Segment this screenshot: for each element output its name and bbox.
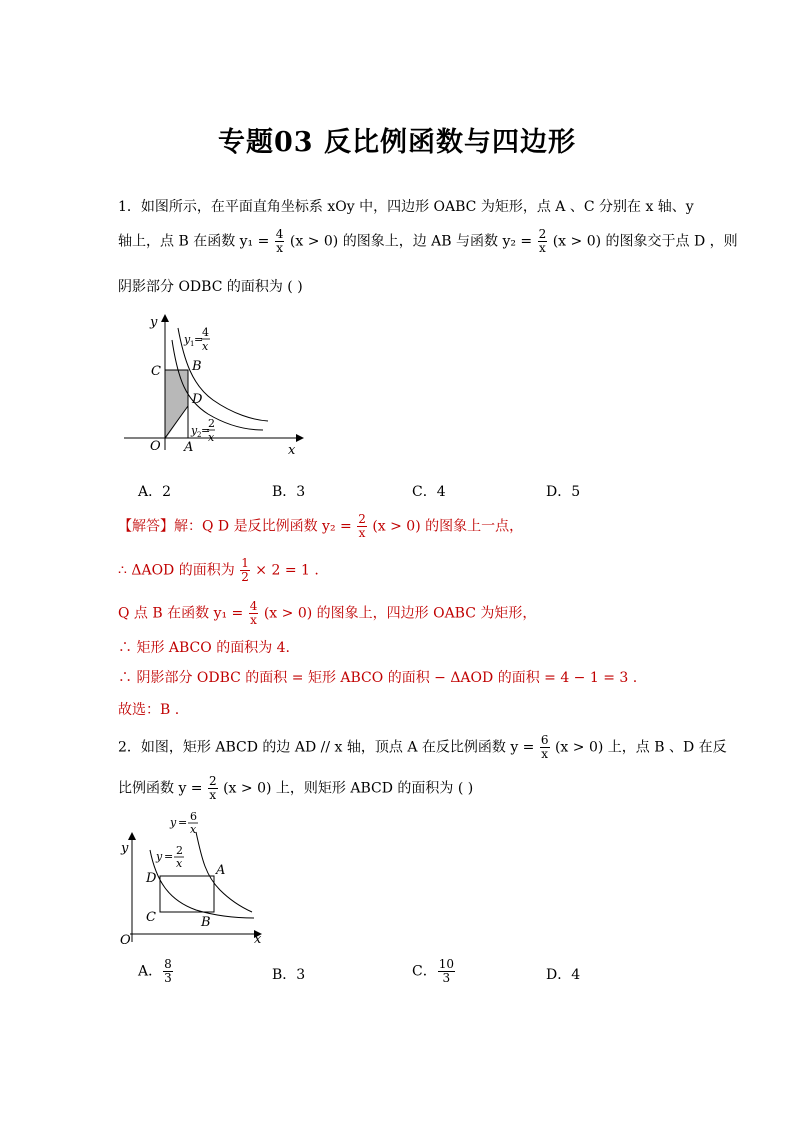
q2-choice-a-den: 3	[164, 971, 172, 985]
sol-frac1-den: x	[358, 526, 366, 540]
q1-line-1: 1．如图所示，在平面直角坐标系 xOy 中，四边形 OABC 为矩形，点 A 、C 分别在 x 轴、y	[118, 199, 694, 215]
sol-line-3	[118, 600, 536, 627]
q1-label-b: B	[192, 359, 202, 374]
q1-shaded-region	[165, 370, 188, 440]
q1-choice-a: A．2	[138, 484, 172, 500]
q1-line-2-c: (x > 0) 的图象交于点 D ，则	[552, 233, 738, 250]
q2-frac2-den: x	[209, 788, 217, 802]
q1-label-a: A	[184, 440, 194, 455]
sol-line-2-b: × 2 = 1 .	[255, 562, 319, 579]
q2-choice-d: D．4	[546, 967, 581, 983]
q2-choice-b: B．3	[272, 967, 306, 983]
q2-choice-a-num: 8	[164, 957, 172, 971]
sol-line-2-a: ∴ ΔAOD 的面积为	[118, 562, 235, 579]
sol-fraction-2-over-x	[357, 513, 367, 540]
q2-choice-c-label: C．	[412, 963, 437, 980]
q1-label-y: y	[150, 315, 158, 330]
q1-fig-y2-sub: 2	[197, 431, 202, 439]
q1-frac2-num: 2	[538, 227, 547, 241]
q2-choice-c-num: 10	[438, 957, 454, 971]
q2-label-y: y	[121, 841, 129, 856]
q1-fig-y1-eq: =	[194, 333, 204, 346]
q2-label-x: x	[254, 932, 262, 947]
q2-label-o: O	[120, 933, 131, 948]
q2-label-a: A	[216, 863, 226, 878]
q1-fig-y1-num: 4	[202, 326, 209, 339]
q2-line-1-b: (x > 0) 上，点 B 、D 在反	[554, 739, 727, 756]
q2-frac1-den: x	[541, 747, 549, 761]
q2-fig-y6-num: 6	[190, 810, 197, 823]
sol-frac1-num: 2	[358, 512, 366, 526]
q1-choice-b: B．3	[272, 484, 306, 500]
q2-fig-y6-label: y	[170, 816, 177, 829]
q1-fig-y2-label: y	[191, 424, 198, 437]
q2-label-d: D	[146, 871, 157, 886]
sol-line-3-a: Q 点 B 在函数 y₁ =	[118, 605, 244, 622]
q2-frac1-num: 6	[540, 733, 549, 747]
q1-line-2-b: (x > 0) 的图象上，边 AB 与函数 y₂ =	[289, 233, 533, 250]
sol-fraction-1-over-2	[240, 557, 250, 584]
sol-fraction-4-over-x	[249, 600, 259, 627]
q1-label-d: D	[192, 392, 203, 407]
q1-line-2-a: 轴上，点 B 在函数 y₁ =	[118, 233, 270, 250]
sol-frac3-den: x	[250, 613, 257, 627]
sol-line-1	[118, 513, 523, 540]
q1-fraction-2-over-x	[538, 228, 548, 255]
q1-label-o: O	[150, 439, 161, 454]
q2-figure	[118, 810, 278, 950]
q1-fig-y1-sub: 1	[190, 340, 195, 348]
q2-label-c: C	[146, 910, 156, 925]
sol-frac2-den: 2	[241, 570, 249, 584]
sol-line-6: 故选：B .	[118, 702, 180, 718]
q2-choice-a-label: A．	[138, 963, 163, 980]
q2-fig-y2-eq: =	[164, 850, 174, 863]
q1-figure	[118, 310, 308, 460]
q1-frac2-den: x	[539, 241, 546, 255]
sol-answer-tag: 【解答】	[118, 518, 174, 535]
q2-fraction-6-over-x	[540, 734, 550, 761]
q1-fig-y1-label: y	[184, 333, 191, 346]
q2-fig-y2-den: x	[176, 857, 183, 870]
q2-line-2	[118, 775, 473, 802]
q2-choice-c-den: 3	[442, 971, 451, 985]
q1-frac1-num: 4	[275, 227, 284, 241]
q2-line-1	[118, 734, 727, 761]
q1-fig-y2-den: x	[208, 431, 215, 444]
q1-choice-c: C．4	[412, 484, 446, 500]
q1-label-x: x	[288, 443, 296, 458]
q1-line-2	[118, 228, 738, 255]
q2-line-1-a: 2．如图，矩形 ABCD 的边 AD // x 轴，顶点 A 在反比例函数 y =	[118, 739, 535, 756]
q1-fig-y1-den: x	[202, 340, 209, 353]
sol-frac2-num: 1	[241, 556, 249, 570]
q1-line-3: 阴影部分 ODBC 的面积为 ( )	[118, 279, 303, 295]
q2-fig-y6-eq: =	[178, 816, 188, 829]
sol-line-5: ∴ 阴影部分 ODBC 的面积 = 矩形 ABCO 的面积 − ΔAOD 的面积 = 4 − 1 = 3 .	[118, 670, 638, 686]
q2-fig-y2-num: 2	[176, 844, 183, 857]
sol-line-1-b: 解：Q D 是反比例函数 y₂ =	[174, 518, 352, 535]
sol-line-1-c: (x > 0) 的图象上一点，	[372, 518, 524, 535]
q1-choice-d: D．5	[546, 484, 581, 500]
q2-y-arrow	[128, 832, 136, 840]
q1-fraction-4-over-x	[275, 228, 285, 255]
q2-label-b: B	[201, 915, 211, 930]
page-title: 专题03 反比例函数与四边形	[218, 127, 576, 158]
sol-line-4: ∴ 矩形 ABCO 的面积为 4.	[118, 640, 291, 656]
q1-x-arrow	[296, 434, 304, 442]
q2-line-2-b: (x > 0) 上，则矩形 ABCD 的面积为 ( )	[223, 780, 474, 797]
q2-frac2-num: 2	[209, 774, 217, 788]
q1-fig-y2-num: 2	[208, 417, 215, 430]
q2-fig-y2-label: y	[156, 850, 163, 863]
q2-choice-c-fraction	[438, 958, 455, 985]
q2-choice-a	[138, 958, 174, 985]
sol-line-3-b: (x > 0) 的图象上，四边形 OABC 为矩形，	[263, 605, 537, 622]
q1-label-c: C	[151, 364, 161, 379]
q1-fig-y2-eq: =	[201, 424, 211, 437]
q2-choice-c	[412, 958, 456, 985]
q2-fig-y6-den: x	[190, 823, 197, 836]
sol-frac3-num: 4	[249, 599, 258, 613]
q1-y-arrow	[161, 314, 169, 322]
q2-fraction-2-over-x	[208, 775, 218, 802]
q1-frac1-den: x	[276, 241, 283, 255]
sol-line-2	[118, 557, 319, 584]
q2-line-2-a: 比例函数 y =	[118, 780, 203, 797]
q2-choice-a-fraction	[163, 958, 173, 985]
